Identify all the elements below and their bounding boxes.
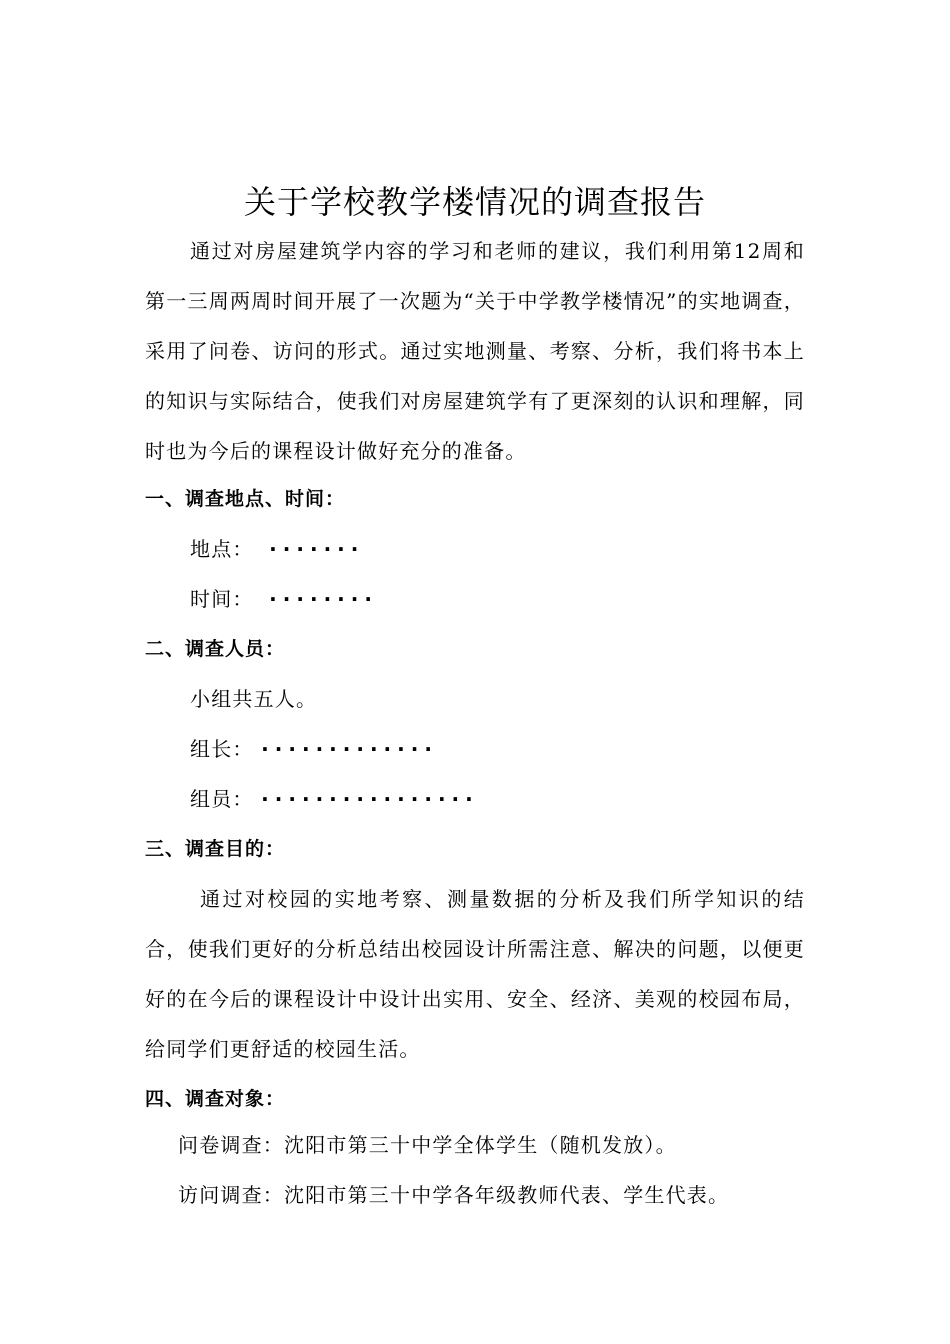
section-heading-objects: 四、调查对象： [145,1088,286,1110]
leader-label: 组长： [190,737,254,761]
intro-paragraph: 通过对房屋建筑学内容的学习和老师的建议，我们利用第12周和第一三周两周时间开展了一次题为“关于中学教学楼情况”的实地调查，采用了问卷、访问的形式。通过实地测量、考察、分析，我们将书本上的知识与实际结合，使我们对房屋建筑学有了更深刻的认识和理解，同时也为今后的课程设计做好充分的准备。 [145,239,805,463]
members-line [190,774,479,824]
interview-line: 访问调查：沈阳市第三十中学各年级教师代表、学生代表。 [178,1183,730,1207]
members-label: 组员： [190,787,254,811]
members-value: ················ [261,787,479,811]
report-title: 关于学校教学楼情况的调查报告 [243,183,706,221]
group-note: 小组共五人。 [190,687,318,711]
section-heading-members: 二、调查人员： [145,638,286,660]
purpose-paragraph: 通过对校园的实地考察、测量数据的分析及我们所学知识的结合，使我们更好的分析总结出校园设计所需注意、解决的问题，以便更好的在今后的课程设计中设计出实用、安全、经济、美观的校园布局，给同学们更舒适的校园生活。 [145,887,805,1061]
survey-line: 问卷调查：沈阳市第三十中学全体学生（随机发放）。 [178,1133,677,1157]
time-value: ········ [269,587,378,611]
place-label: 地点： [190,537,254,561]
section-heading-place-time: 一、调查地点、时间： [145,488,346,510]
place-value: ······· [269,537,365,561]
time-line [190,574,378,624]
section-heading-purpose: 三、调查目的： [145,838,286,860]
leader-value: ············· [261,737,438,761]
place-line [190,524,364,574]
leader-line [190,724,438,774]
time-label: 时间： [190,587,254,611]
